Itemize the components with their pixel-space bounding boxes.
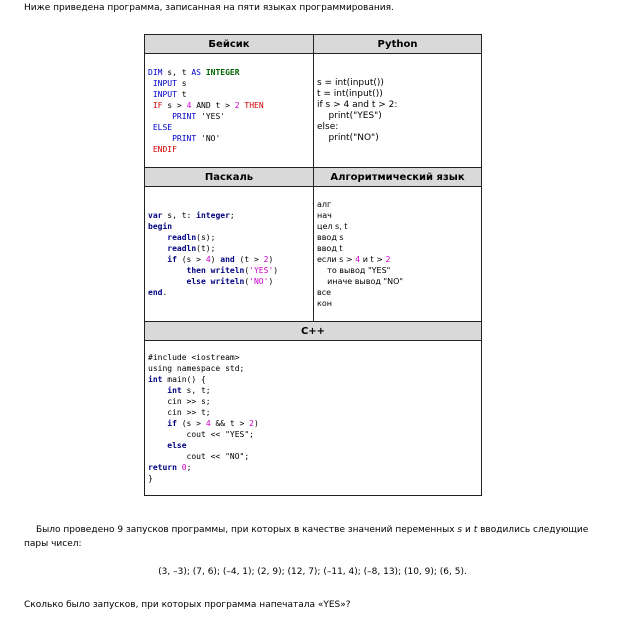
pascal-code-cell xyxy=(145,187,314,322)
python-code: s = int(input()) t = int(input()) if s > 4 and t > 2: print("YES") else: print("NO") xyxy=(317,77,398,143)
header-basic: Бейсик xyxy=(145,35,314,54)
algo-code: алг нач цел s, t ввод s ввод t если s > 4 и t > 2 то вывод "YES" иначе вывод "NO" все кон xyxy=(317,200,404,308)
pascal-code: var s, t: integer; begin readln(s); readln(t); if (s > 4) and (t > 2) then writeln('YES') else writeln('NO') end. xyxy=(148,211,279,297)
header-algo: Алгоритмический язык xyxy=(314,168,482,187)
question-text: Сколько было запусков, при которых программа напечатала «YES»? xyxy=(24,600,351,610)
header-python: Python xyxy=(314,35,482,54)
pairs-list: (3, –3); (7, 6); (–4, 1); (2, 9); (12, 7); (–11, 4); (–8, 13); (10, 9); (6, 5). xyxy=(158,567,467,577)
algo-code-cell xyxy=(314,187,482,322)
header-pascal: Паскаль xyxy=(145,168,314,187)
basic-code: DIM s, t AS INTEGER INPUT s INPUT t IF s > 4 AND t > 2 THEN PRINT 'YES' ELSE PRINT 'NO' ENDIF xyxy=(148,67,264,154)
cpp-code: #include <iostream> using namespace std; int main() { int s, t; cin >> s; cin >> t; if (s > 4 && t > 2) cout << "YES"; else cout << "NO"; return 0; } xyxy=(148,353,259,483)
intro-text: Ниже приведена программа, записанная на пяти языках программирования. xyxy=(24,3,394,13)
basic-code-cell xyxy=(145,54,314,168)
header-cpp: C++ xyxy=(145,322,482,341)
program-table xyxy=(144,34,482,496)
runs-paragraph: Было проведено 9 запусков программы, при которых в качестве значений переменных s и t вводились следующие пары чисел: xyxy=(24,525,589,549)
cpp-code-cell xyxy=(145,341,482,496)
python-code-cell xyxy=(314,54,482,168)
